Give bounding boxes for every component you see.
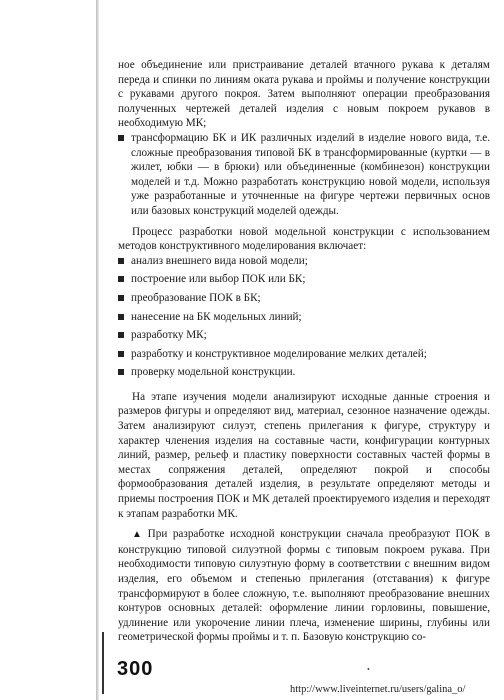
list-item: [118, 365, 490, 380]
text-column: [118, 58, 490, 645]
list-item-text: проверку модельной конструкции.: [131, 366, 296, 379]
list-item-text: преобразование ПОК в БК;: [131, 291, 261, 304]
final-paragraph-text: При разработке исходной конструкции сначала преобразуют ПОК в конструкцию типовой силуэтной формы с типовым покроем рукава. При необходимости типовую силуэтную форму в соответствии с внешним видом изделия, его объемом и степенью прилегания (отставания) к фигуре трансформируют в более сложную, т.е. выполняют преобразование внешних контуров основных деталей: оформление линии горловины, повышение, удлинение или укорочение линии плеча, изменение ширины, глубины или геометрической формы проймы и т. п. Базовую конструкцию со-: [118, 528, 490, 644]
list-item-text: нанесение на БК модельных линий;: [131, 310, 302, 323]
bullet-transform: [118, 131, 490, 219]
page-number: 300: [117, 658, 154, 680]
square-bullet-icon: [118, 314, 124, 320]
page-number-rule: [102, 632, 104, 694]
top-paragraph: ное объединение или пристраивание деталей втачного рукава к деталям переда и спинки по линиям оката рукава и проймы и получение конструкции с рукавами другого покроя. Затем выполняют операции преобразования полученных чертежей деталей изделия с новым покроем рукавов в необходимую МК;: [118, 59, 490, 130]
triangle-marker-icon: ▲: [132, 529, 145, 541]
final-paragraph: [118, 527, 490, 645]
list-item: [118, 254, 490, 269]
list-item-text: разработку и конструктивное моделирование мелких деталей;: [131, 347, 427, 360]
bullet-transform-text: трансформацию БК и ИК различных изделий в изделие нового вида, т.е. сложные преобразования типовой БК в трансформированные (куртки — в жилет, юбки — в брюки) или объединенные (комбинезон) конструкции моделей и т.д. Можно разработать конструкцию новой модели, используя уже разработанные и уточненные на фигуре чертежи первичных основ или базовых конструкций моделей одежды.: [131, 131, 490, 217]
square-bullet-icon: [118, 369, 124, 375]
stray-mark: •: [367, 665, 370, 674]
steps-list: [118, 254, 490, 380]
list-item: [118, 328, 490, 343]
page-gutter-shadow: [96, 0, 99, 700]
list-item-text: анализ внешнего вида новой модели;: [131, 254, 308, 267]
square-bullet-icon: [118, 332, 124, 338]
list-item-text: построение или выбор ПОК или БК;: [131, 273, 306, 286]
square-bullet-icon: [118, 351, 124, 357]
process-paragraph: Процесс разработки новой модельной конструкции с использованием методов конструктивного моделирования включает:: [118, 225, 490, 253]
square-bullet-icon: [118, 135, 124, 141]
list-item-text: разработку МК;: [131, 329, 207, 342]
watermark-url: http://www.liveinternet.ru/users/galina_o/: [290, 684, 466, 695]
square-bullet-icon: [118, 295, 124, 301]
list-item: [118, 310, 490, 325]
analysis-paragraph: На этапе изучения модели анализируют исходные данные строения и размеров фигуры и определяют вид, материал, сезонное назначение одежды. Затем анализируют силуэт, степень прилегания к фигуре, структуру и характер членения изделия на составные части, конфигурации контурных линий, размер, рельеф и пластику поверхности составных частей формы в местах сопряжения деталей, определяют покрой и способы формообразования деталей изделия, в результате определяют методы и приемы построения ПОК и МК деталей проектируемого изделия и переходят к этапам разработки МК.: [118, 390, 490, 520]
list-item: [118, 347, 490, 362]
list-item: [118, 291, 490, 306]
list-item: [118, 272, 490, 287]
square-bullet-icon: [118, 258, 124, 264]
square-bullet-icon: [118, 276, 124, 282]
